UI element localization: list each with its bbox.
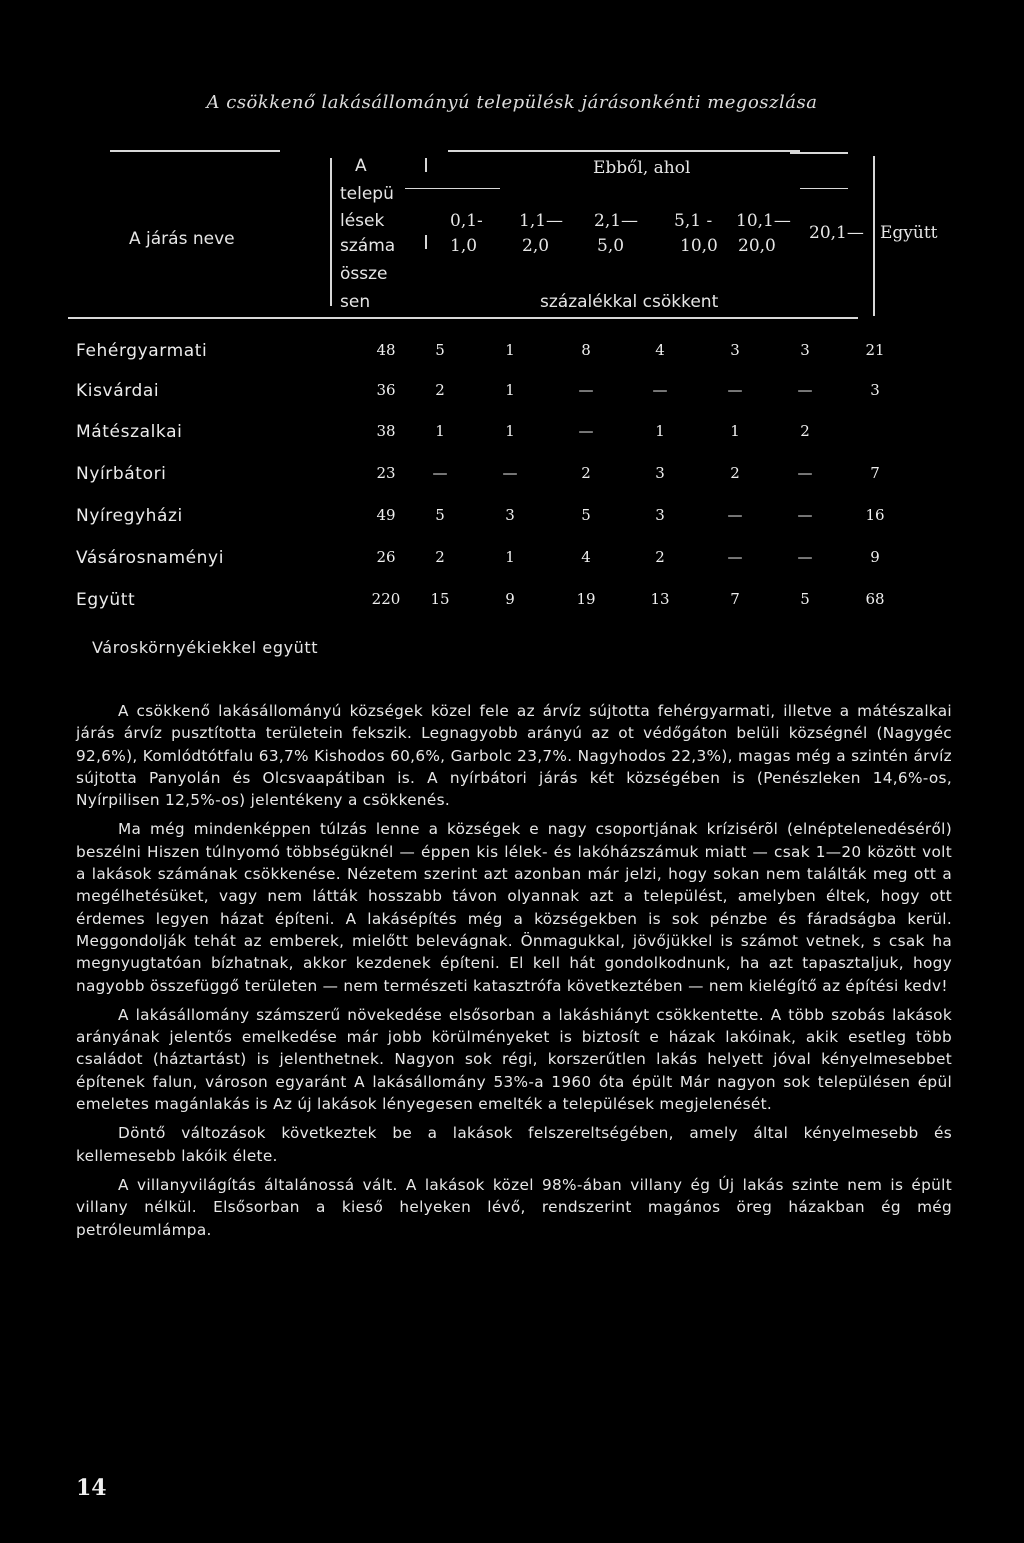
header-divider-left [330, 158, 332, 306]
district-name: Mátészalkai [76, 422, 183, 442]
header-count-line-1: A [355, 156, 367, 176]
header-range-1-from: 0,1- [450, 211, 483, 231]
table-cell: 2 [730, 464, 740, 482]
table-cell: — [502, 464, 518, 482]
table-cell: 21 [865, 341, 885, 359]
header-count-line-2: telepü [340, 184, 394, 204]
district-name: Nyírbátori [76, 464, 167, 484]
header-top-rule-right [448, 150, 800, 152]
header-range-5-to: 20,0 [738, 236, 776, 256]
table-cell: 15 [430, 590, 450, 608]
table-cell: 5 [581, 506, 591, 524]
table-cell: 68 [865, 590, 885, 608]
table-cell: 5 [800, 590, 810, 608]
table-cell: 2 [435, 548, 445, 566]
header-range-3-to: 5,0 [597, 236, 625, 256]
header-bottom-rule [68, 317, 858, 319]
table-row [0, 422, 1024, 446]
table-cell: 48 [376, 341, 396, 359]
table-cell: — [578, 381, 594, 399]
table-cell: 3 [655, 506, 665, 524]
header-range-1-to: 1,0 [450, 236, 478, 256]
table-cell: 1 [505, 381, 515, 399]
header-range-over: 20,1— [809, 223, 864, 243]
header-range-4-to: 10,0 [680, 236, 718, 256]
table-cell: 1 [505, 548, 515, 566]
table-cell: — [727, 381, 743, 399]
header-subrule-right [800, 188, 848, 189]
table-cell: 2 [800, 422, 810, 440]
header-divider-count-2 [425, 235, 427, 249]
table-cell: — [652, 381, 668, 399]
table-cell: 7 [870, 464, 880, 482]
paragraph: Döntő változások következtek be a lakások felszereltségében, amely által kényelmesebb és kellemesebb lakóik élete. [76, 1124, 952, 1165]
table-cell: 16 [865, 506, 885, 524]
header-divider-right [873, 156, 875, 316]
table-cell: 5 [435, 341, 445, 359]
table-cell: 1 [505, 341, 515, 359]
header-range-5-from: 10,1— [736, 211, 791, 231]
header-top-rule-left [110, 150, 280, 152]
paragraph: A csökkenő lakásállományú községek közel fele az árvíz sújtotta fehérgyarmati, illetve a mátészalkai járás árvíz pusztította területein fekszik. Legnagyobb arányú az ot védőgáton belüli községnél (Nagygéc 92,6%), Komlódtótfalu 63,7% Kishodos 60,6%, Garbolc 23,7%. Nagyhodos 22,3%), magas még a szintén árvíz sújtotta Panyolán és Olcsvaapátiban is. A nyírbátori járás két községében is (Penészleken 14,6%-os, Nyírpilisen 12,5%-os) jelentékeny a csökkenés. [76, 702, 952, 810]
table-cell: — [727, 506, 743, 524]
table-cell: 3 [730, 341, 740, 359]
table-cell: 5 [435, 506, 445, 524]
header-range-3-from: 2,1— [594, 211, 639, 231]
table-cell: — [797, 506, 813, 524]
table-cell: 3 [505, 506, 515, 524]
header-range-4-from: 5,1 - [674, 211, 713, 231]
paragraph: Ma még mindenképpen túlzás lenne a községek e nagy csoportjának krízisérõl (elnéptelenedéséről) beszélni Hiszen túlnyomó többségüknél — éppen kis lélek- és lakóházszámuk miatt — csak 1—20 között volt a lakások számának csökkenése. Nézetem szerint azt azonban már jelzi, hogy sokan nem találták meg ott a megélhetésüket, vagy nem látták hosszabb távon olyannak azt a települést, amelyben éltek, hogy ott érdemes legyen házat építeni. A lakásépítés még a községekben is sok pénzbe és fáradságba kerül. Meggondolják tehát az emberek, mielőtt belevágnak. Önmagukkal, jövőjükkel is számot vetnek, s csak ha megnyugtatóan bízhatnak, akkor kezdenek építeni. El kell hát gondolkodnunk, ha azt tapasztaljuk, hogy nagyobb összefüggő területen — nem természeti katasztrófa következtében — nem kielégítő az építési kedv! [76, 820, 952, 995]
table-cell: 220 [371, 590, 401, 608]
table-cell: 9 [870, 548, 880, 566]
table-cell: 38 [376, 422, 396, 440]
table-cell: 4 [655, 341, 665, 359]
table-row [0, 341, 1024, 365]
table-cell: 2 [435, 381, 445, 399]
table-cell: — [432, 464, 448, 482]
header-count-line-5: össze [340, 264, 388, 284]
table-cell: 7 [730, 590, 740, 608]
header-of-which: Ebből, ahol [593, 158, 691, 178]
body-text [76, 700, 952, 1248]
paragraph: A villanyvilágítás általánossá vált. A lakások közel 98%-ában villany ég Új lakás szinte nem is épült villany nélkül. Elsősorban a kieső helyeken lévő, rendszerint magános öreg házakban ég még petróleumlámpa. [76, 1175, 952, 1239]
district-name: Fehérgyarmati [76, 341, 208, 361]
district-name: Vásárosnaményi [76, 548, 225, 568]
header-district-name: A járás neve [129, 229, 235, 249]
header-range-2-to: 2,0 [522, 236, 550, 256]
table-cell: — [797, 548, 813, 566]
header-count-line-3: lések [340, 211, 385, 231]
page-number: 14 [76, 1475, 107, 1501]
table-cell: 26 [376, 548, 396, 566]
table-cell: 9 [505, 590, 515, 608]
paragraph: A lakásállomány számszerű növekedése elsősorban a lakáshiányt csökkentette. A több szobás lakások arányának jelentős emelkedése már jobb körülményeket is biztosít e házak lakóinak, akik esetleg több családot (háztartást) is jelenthetnek. Nagyon sok régi, korszerűtlen lakás helyett jóval kényelmesebbet építenek falun, városon egyaránt A lakásállomány 53%-a 1960 óta épült Már nagyon sok településen épül emeletes magánlakás is Az új lakások lényegesen emelték a települések megjelenését. [76, 1005, 952, 1114]
table-cell: 3 [870, 381, 880, 399]
header-total: Együtt [880, 223, 938, 243]
table-row [0, 590, 1024, 614]
header-count-line-6: sen [340, 292, 371, 312]
table-cell: 1 [655, 422, 665, 440]
table-row [0, 506, 1024, 530]
table-cell: 3 [655, 464, 665, 482]
table-cell: — [727, 548, 743, 566]
table-cell: 2 [655, 548, 665, 566]
header-top-rule-total [790, 152, 848, 154]
header-percent-decrease: százalékkal csökkent [540, 292, 719, 312]
header-range-2-from: 1,1— [519, 211, 564, 231]
table-cell: — [797, 464, 813, 482]
table-cell: 36 [376, 381, 396, 399]
table-cell: 8 [581, 341, 591, 359]
table-cell: 49 [376, 506, 396, 524]
table-cell: 2 [581, 464, 591, 482]
table-cell: 13 [650, 590, 670, 608]
table-cell: 1 [505, 422, 515, 440]
table-cell: 4 [581, 548, 591, 566]
district-name: Együtt [76, 590, 136, 610]
table-cell: 23 [376, 464, 396, 482]
table-cell: 1 [730, 422, 740, 440]
table-title: A csökkenő lakásállományú településk járásonkénti megoszlása [206, 92, 818, 113]
header-subrule-count [405, 188, 500, 189]
table-row [0, 381, 1024, 405]
table-note: Városkörnyékiekkel együtt [92, 638, 319, 657]
table-cell: — [578, 422, 594, 440]
district-name: Nyíregyházi [76, 506, 183, 526]
header-divider-count [425, 158, 427, 172]
table-row [0, 464, 1024, 488]
table-row [0, 548, 1024, 572]
table-cell: — [797, 381, 813, 399]
table-cell: 3 [800, 341, 810, 359]
table-cell: 1 [435, 422, 445, 440]
table-cell: 19 [576, 590, 596, 608]
header-count-line-4: száma [340, 236, 396, 256]
district-name: Kisvárdai [76, 381, 160, 401]
